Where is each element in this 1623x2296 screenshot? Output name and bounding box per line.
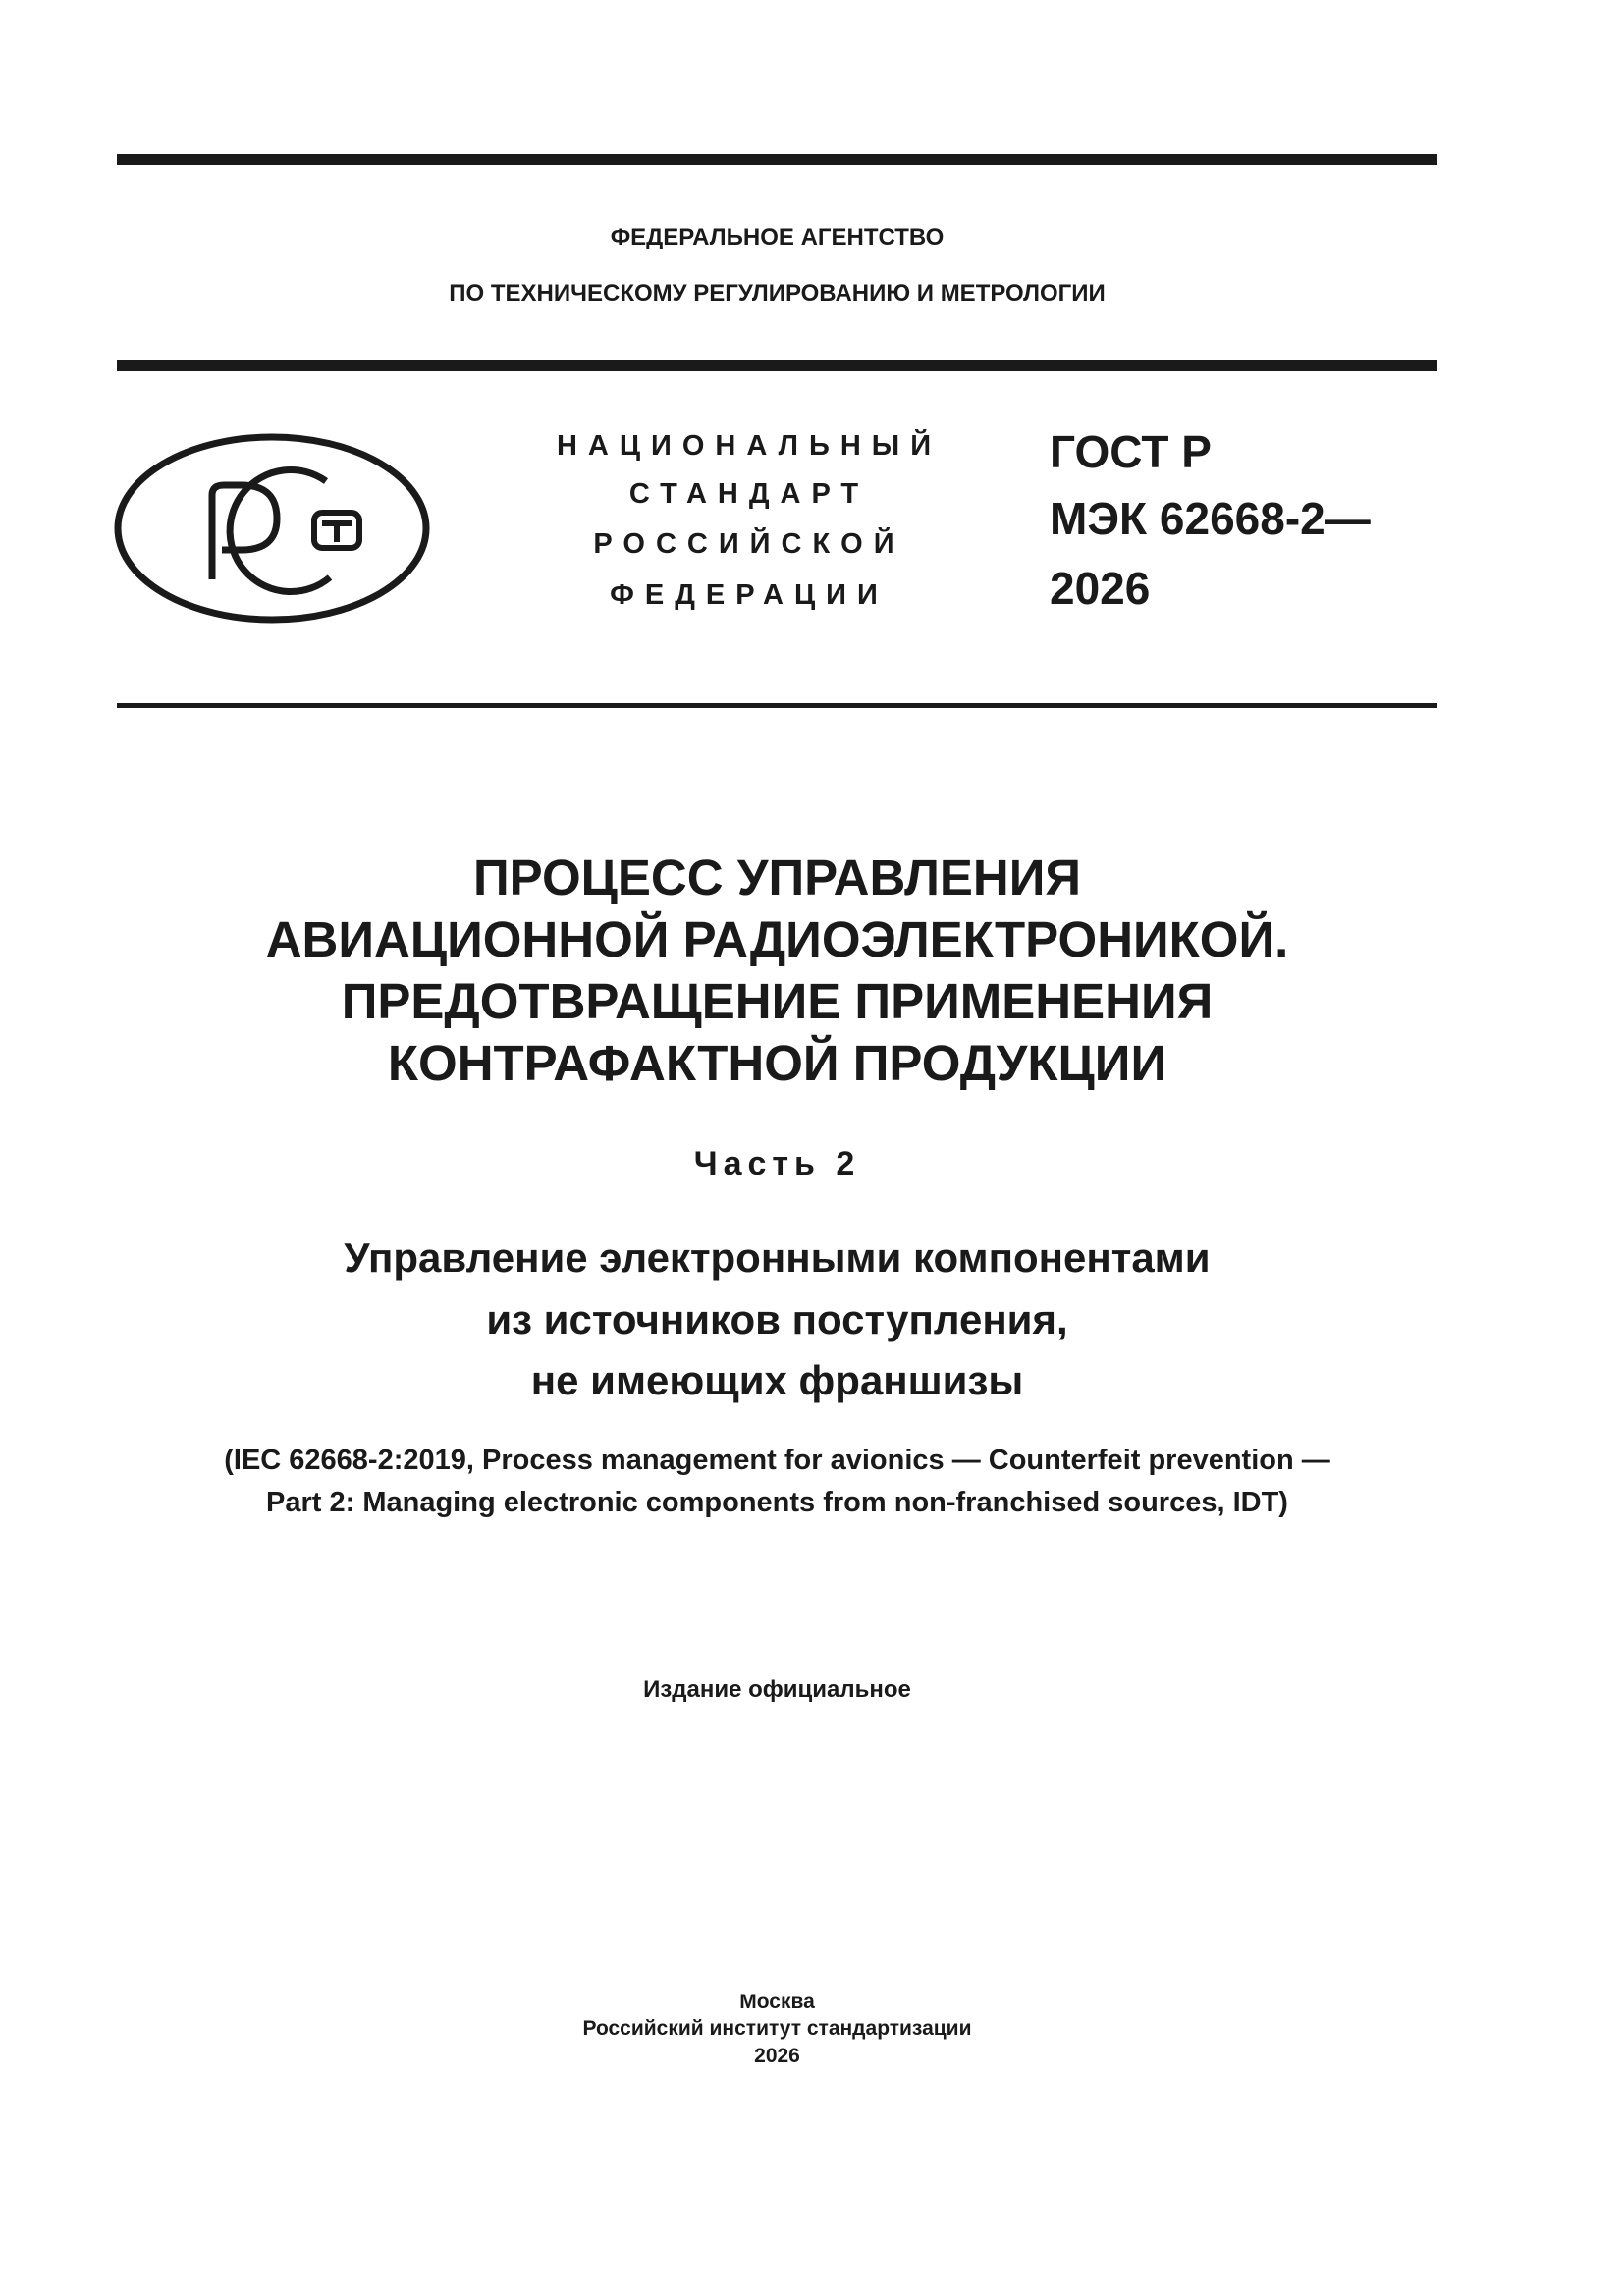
title-line-4: КОНТРАФАКТНОЙ ПРОДУКЦИИ [387, 1035, 1167, 1091]
title-line-3: ПРЕДОТВРАЩЕНИЕ ПРИМЕНЕНИЯ [341, 973, 1214, 1029]
header-rule [117, 360, 1437, 371]
rst-conformity-mark-icon [112, 430, 432, 627]
agency-line-2: ПО ТЕХНИЧЕСКОМУ РЕГУЛИРОВАНИЮ И МЕТРОЛОГИИ [449, 280, 1106, 306]
designation-rule [117, 703, 1437, 708]
title-line-2: АВИАЦИОННОЙ РАДИОЭЛЕКТРОНИКОЙ. [265, 911, 1289, 967]
imprint-year: 2026 [754, 2045, 800, 2067]
imprint-city: Москва [739, 1991, 815, 2013]
designation-line-2: МЭК 62668-2— [1050, 493, 1371, 544]
subtitle-line-1: Управление электронными компонентами [344, 1234, 1211, 1281]
title-line-1: ПРОЦЕСС УПРАВЛЕНИЯ [472, 849, 1082, 905]
standard-type-line-1: НАЦИОНАЛЬНЫЙ [556, 430, 943, 462]
edition-label: Издание официальное [643, 1676, 911, 1703]
designation-line-3: 2026 [1050, 563, 1151, 614]
standard-type-line-3: РОССИЙСКОЙ [593, 528, 905, 560]
imprint-publisher: Российский институт стандартизации [582, 2017, 972, 2040]
part-label: Часть 2 [693, 1145, 861, 1182]
iec-reference-line-2: Part 2: Managing electronic components from non-franchised sources, IDT) [266, 1487, 1288, 1518]
top-rule [117, 154, 1437, 165]
agency-line-1: ФЕДЕРАЛЬНОЕ АГЕНТСТВО [610, 224, 945, 250]
standard-type-line-4: ФЕДЕРАЦИИ [610, 579, 889, 611]
standard-type-line-2: СТАНДАРТ [628, 478, 870, 510]
designation-line-1: ГОСТ Р [1050, 426, 1212, 477]
subtitle-line-3: не имеющих франшизы [530, 1357, 1024, 1403]
subtitle-line-2: из источников поступления, [486, 1296, 1068, 1342]
iec-reference-line-1: (IEC 62668-2:2019, Process management for avionics — Counterfeit prevention — [224, 1445, 1330, 1476]
